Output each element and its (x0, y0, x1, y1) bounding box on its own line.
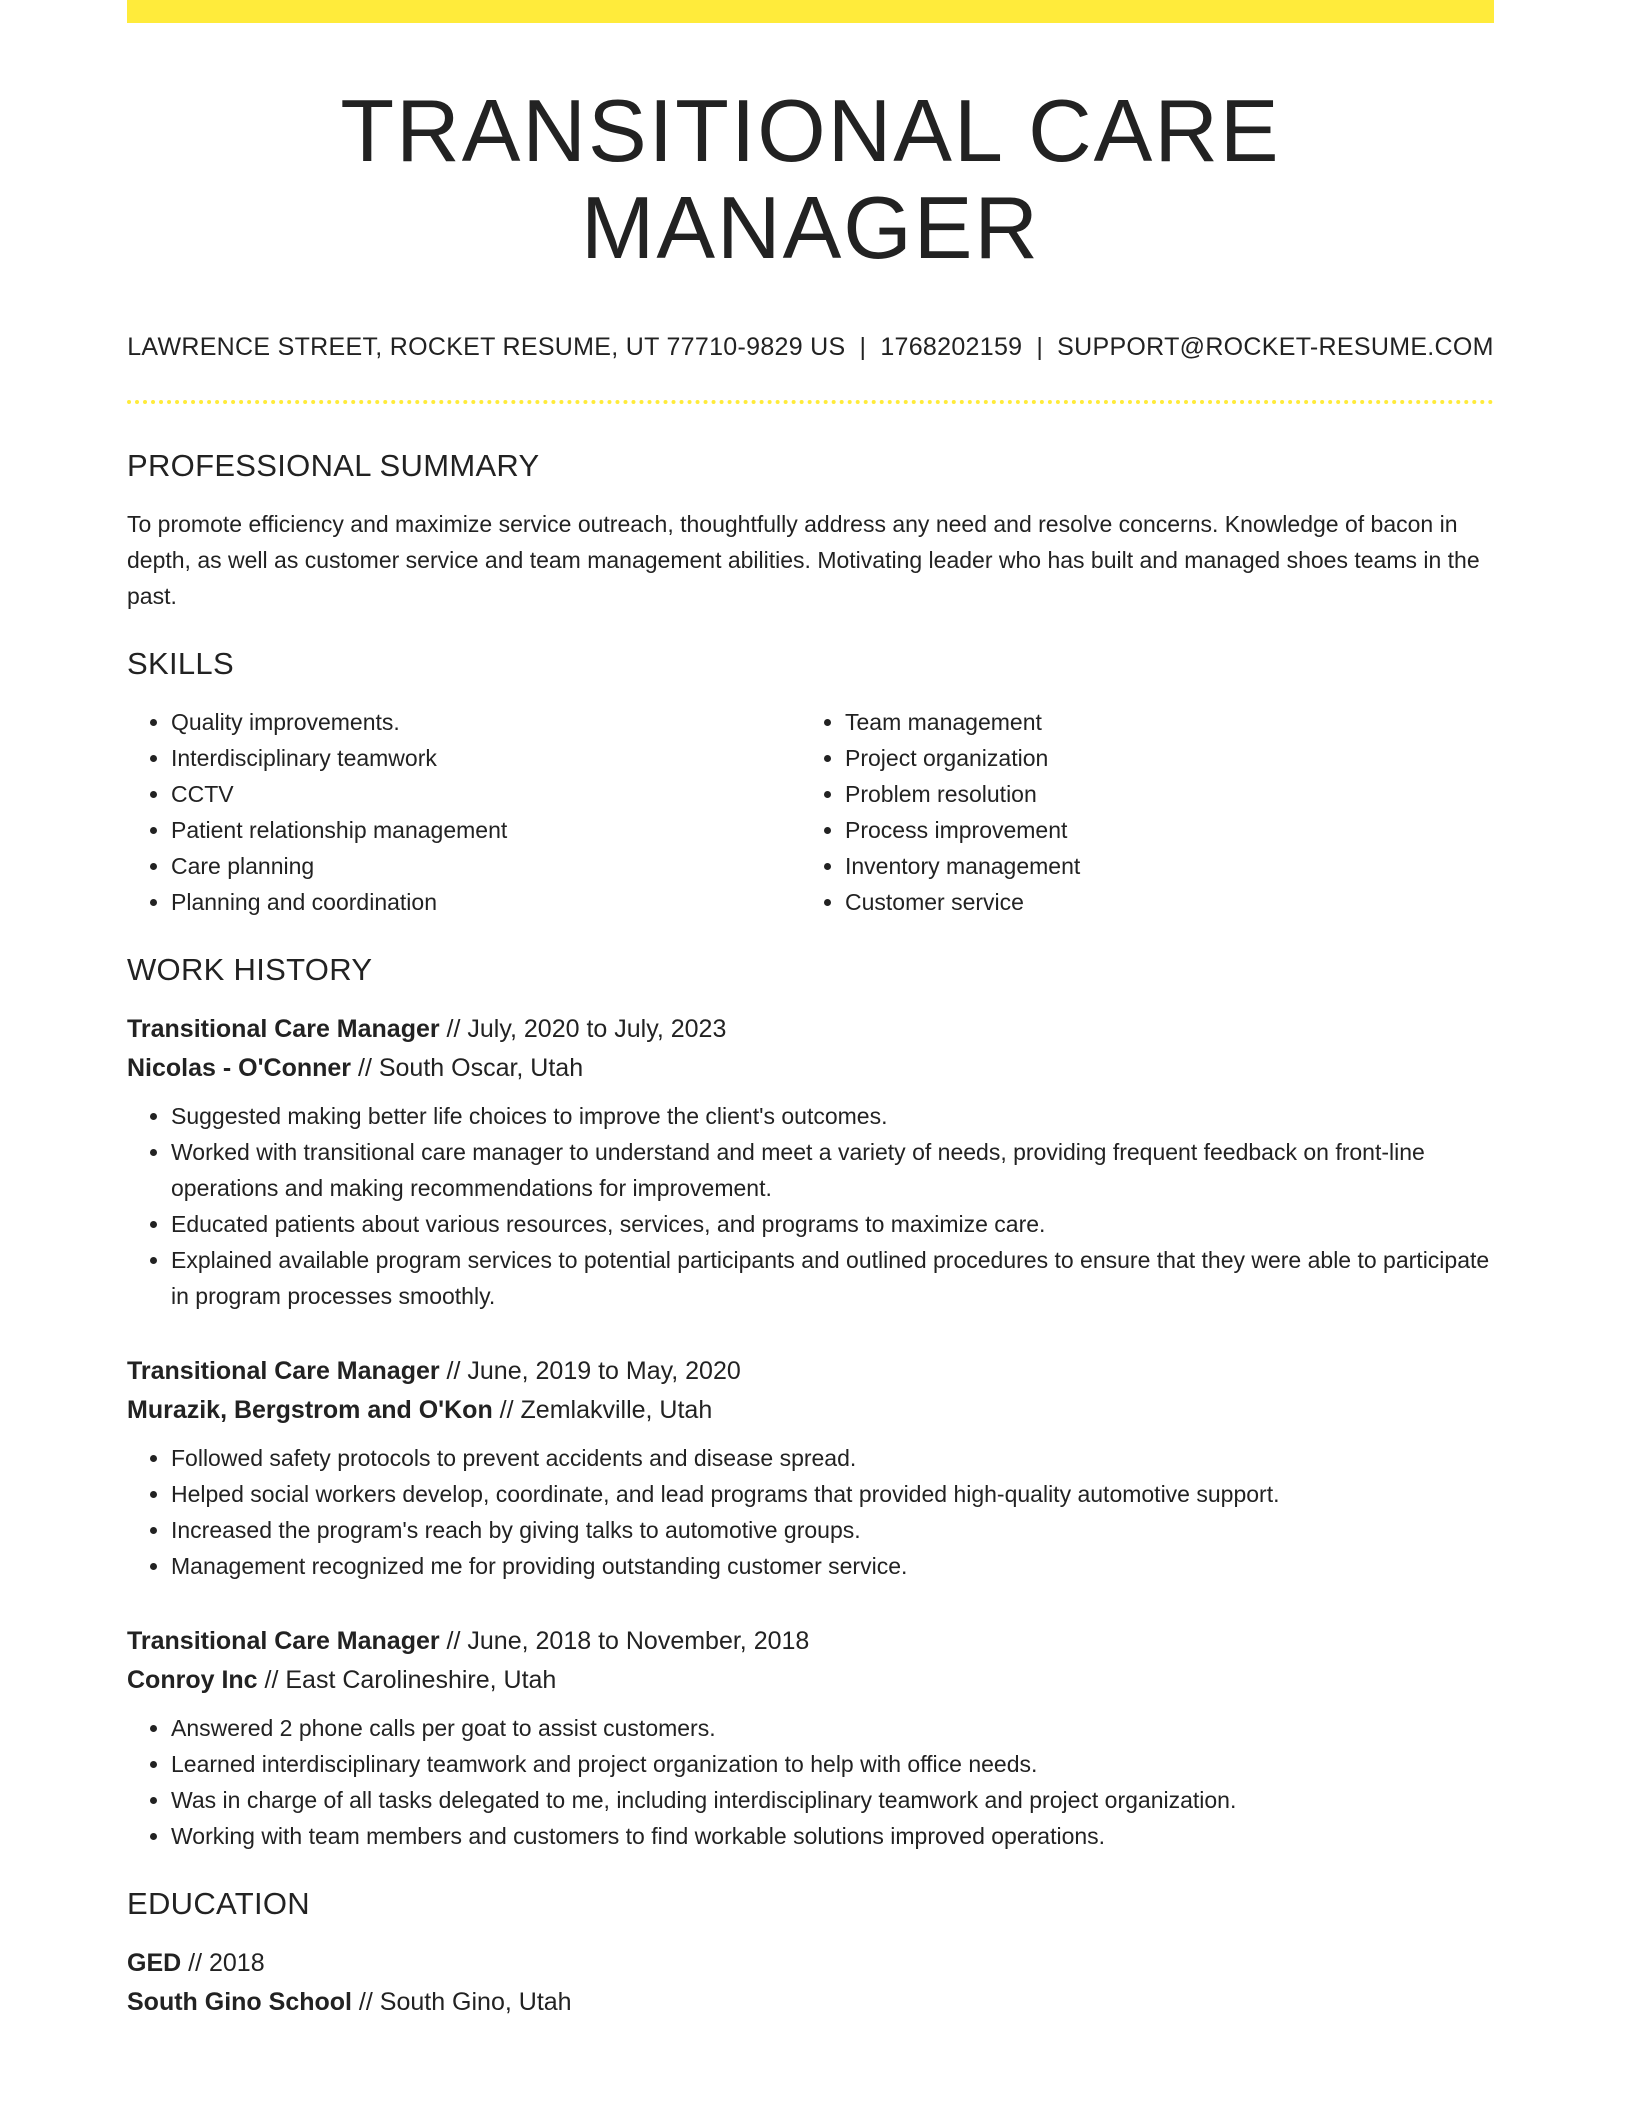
education-degree-line (127, 1944, 1494, 1983)
job-company-line (127, 1661, 1494, 1700)
job-entry (127, 1622, 1494, 1854)
job-entry (127, 1010, 1494, 1314)
skills-list (127, 704, 1494, 920)
skill-item: • Planning and coordination (171, 884, 801, 920)
job-title-line (127, 1622, 1494, 1661)
job-bullets (127, 1710, 1494, 1854)
work-history-heading: WORK HISTORY (127, 951, 373, 987)
job-location: South Oscar, Utah (378, 1053, 584, 1082)
job-bullet: • Educated patients about various resources, services, and programs to maximize care. (171, 1206, 1494, 1242)
education-separator: // (351, 1987, 380, 2016)
contact-address: LAWRENCE STREET, ROCKET RESUME, UT 77710-9829 US (127, 332, 846, 361)
job-separator: // (439, 1014, 468, 1043)
job-company: Murazik, Bergstrom and O'Kon (127, 1395, 493, 1424)
contact-line (127, 333, 1494, 362)
job-entry (127, 1352, 1494, 1584)
job-company-line (127, 1391, 1494, 1430)
skill-item: • Process improvement (845, 812, 1475, 848)
job-separator: // (257, 1665, 286, 1694)
summary-text: To promote efficiency and maximize service outreach, thoughtfully address any need and resolve concerns. Knowledge of bacon in depth, as well as customer service and team management abilities. Motivating leader who has built and managed shoes teams in the past. (127, 510, 1480, 609)
skills-column-right (801, 704, 1475, 920)
skill-item: • Care planning (171, 848, 801, 884)
job-bullet: • Followed safety protocols to prevent accidents and disease spread. (171, 1440, 1494, 1476)
job-bullet: • Answered 2 phone calls per goat to assist customers. (171, 1710, 1494, 1746)
job-bullet: • Worked with transitional care manager to understand and meet a variety of needs, providing frequent feedback on front-line operations and making recommendations for improvement. (171, 1134, 1494, 1206)
contact-email: SUPPORT@ROCKET-RESUME.COM (1057, 332, 1494, 361)
skill-item: • CCTV (171, 776, 801, 812)
skill-item: • Customer service (845, 884, 1475, 920)
job-role: Transitional Care Manager (127, 1356, 440, 1385)
summary-heading: PROFESSIONAL SUMMARY (127, 447, 540, 483)
job-bullet: • Working with team members and customers to find workable solutions improved operations. (171, 1818, 1494, 1854)
job-separator: // (439, 1626, 468, 1655)
resume-name: TRANSITIONAL CARE MANAGER (340, 81, 1281, 277)
job-bullet: • Was in charge of all tasks delegated to me, including interdisciplinary teamwork and project organization. (171, 1782, 1494, 1818)
job-bullet: • Helped social workers develop, coordinate, and lead programs that provided high-quality automotive support. (171, 1476, 1494, 1512)
resume-page (127, 0, 1494, 2022)
top-accent-bar (127, 0, 1494, 23)
education-heading: EDUCATION (127, 1885, 310, 1921)
contact-phone: 1768202159 (880, 332, 1023, 361)
job-role: Transitional Care Manager (127, 1626, 440, 1655)
job-company: Nicolas - O'Conner (127, 1053, 352, 1082)
job-role: Transitional Care Manager (127, 1014, 440, 1043)
education-degree: GED (127, 1948, 182, 1977)
job-separator: // (439, 1356, 468, 1385)
skills-heading: SKILLS (127, 645, 234, 681)
job-separator: // (351, 1053, 379, 1082)
job-title-line (127, 1010, 1494, 1049)
job-bullet: • Learned interdisciplinary teamwork and project organization to help with office needs. (171, 1746, 1494, 1782)
education-school-line (127, 1983, 1494, 2022)
education-separator: // (181, 1948, 209, 1977)
job-bullet: • Suggested making better life choices to improve the client's outcomes. (171, 1098, 1494, 1134)
job-bullet: • Increased the program's reach by giving talks to automotive groups. (171, 1512, 1494, 1548)
education-year: 2018 (208, 1948, 265, 1977)
job-bullet: • Explained available program services to potential participants and outlined procedures to ensure that they were able to participate in program processes smoothly. (171, 1242, 1494, 1314)
job-bullets (127, 1440, 1494, 1584)
job-company-line (127, 1049, 1494, 1088)
skill-item: • Team management (845, 704, 1475, 740)
job-separator: // (492, 1395, 521, 1424)
skill-item: • Inventory management (845, 848, 1475, 884)
job-dates: July, 2020 to July, 2023 (467, 1014, 727, 1043)
job-dates: June, 2018 to November, 2018 (467, 1626, 810, 1655)
job-location: Zemlakville, Utah (520, 1395, 713, 1424)
job-location: East Carolineshire, Utah (285, 1665, 557, 1694)
skill-item: • Patient relationship management (171, 812, 801, 848)
job-dates: June, 2019 to May, 2020 (467, 1356, 741, 1385)
education-school: South Gino School (127, 1987, 352, 2016)
skill-item: • Quality improvements. (171, 704, 801, 740)
dotted-divider (127, 400, 1494, 404)
education-entry (127, 1944, 1494, 2022)
education-location: South Gino, Utah (379, 1987, 572, 2016)
job-bullets (127, 1098, 1494, 1314)
contact-separator: | (859, 332, 867, 361)
job-bullet: • Management recognized me for providing outstanding customer service. (171, 1548, 1494, 1584)
job-title-line (127, 1352, 1494, 1391)
skill-item: • Project organization (845, 740, 1475, 776)
contact-separator: | (1036, 332, 1044, 361)
job-company: Conroy Inc (127, 1665, 258, 1694)
skills-column-left (127, 704, 801, 920)
skill-item: • Problem resolution (845, 776, 1475, 812)
skill-item: • Interdisciplinary teamwork (171, 740, 801, 776)
